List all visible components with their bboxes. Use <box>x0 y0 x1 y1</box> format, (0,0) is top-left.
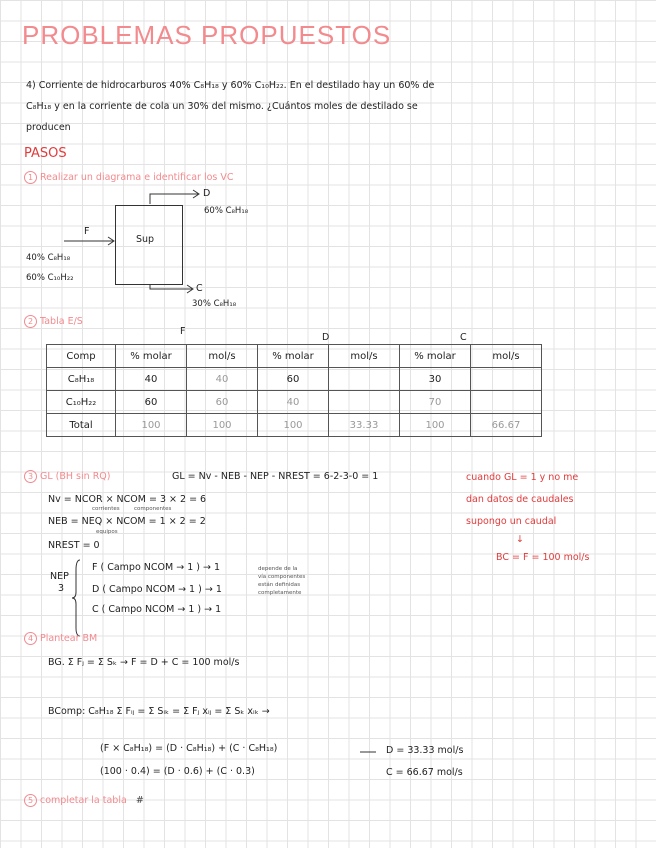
header-cell: mol/s <box>187 345 258 368</box>
side-note-2: dan datos de caudales <box>466 494 574 505</box>
table-cell: 60 <box>116 391 187 414</box>
table-cell: 60 <box>187 391 258 414</box>
header-cell: Comp <box>47 345 116 368</box>
table-cell: 100 <box>187 414 258 437</box>
stream-D-label: D <box>203 188 211 199</box>
nep-note-4: completamente <box>258 590 302 596</box>
gl-formula: GL = Nv - NEB - NEP - NREST = 6-2-3-0 = 1 <box>172 471 379 482</box>
table-group-D: D <box>322 332 330 343</box>
table-cell: 100 <box>116 414 187 437</box>
nep-value: 3 <box>58 583 65 594</box>
nep-note-2: vía componentes <box>258 574 306 580</box>
result-C: C = 66.67 mol/s <box>386 767 463 778</box>
equipment-label: Sup <box>136 234 155 245</box>
table-cell: 66.67 <box>471 414 542 437</box>
nep-note-3: están definidas <box>258 582 301 588</box>
table-group-F: F <box>180 326 186 337</box>
nep-line-F: F ( Campo NCOM → 1 ) → 1 <box>92 562 221 573</box>
table-cell: C₈H₁₈ <box>47 368 116 391</box>
step-1-label: Realizar un diagrama e identificar los VC <box>40 172 234 183</box>
table-cell: 100 <box>258 414 329 437</box>
step-1-number: 1 <box>24 171 37 184</box>
problem-line-2: C₈H₁₈ y en la corriente de cola un 30% del mismo. ¿Cuántos moles de destilado se <box>26 101 418 112</box>
step-3-label: GL (BH sin RQ) <box>40 471 111 482</box>
table-cell: 30 <box>400 368 471 391</box>
step-2-number: 2 <box>24 315 37 328</box>
problem-line-3: producen <box>26 122 71 133</box>
nv-formula: Nv = NCOR × NCOM = 3 × 2 = 6 <box>48 494 207 505</box>
table-cell: 40 <box>258 391 329 414</box>
bcomp-equation: BComp: C₈H₁₈ Σ Fᵢⱼ = Σ Sᵢₖ = Σ Fⱼ xᵢⱼ = Σ Sₖ xᵢₖ → <box>48 706 270 717</box>
problem-line-1: 4) Corriente de hidrocarburos 40% C₈H₁₈ y 60% C₁₀H₂₂. En el destilado hay un 60% de <box>26 80 435 91</box>
nep-note-1: depende de la <box>258 566 298 572</box>
stream-C-label: C <box>196 283 203 294</box>
bg-equation: BG. Σ Fⱼ = Σ Sₖ → F = D + C = 100 mol/s <box>48 657 240 668</box>
table-cell: C₁₀H₂₂ <box>47 391 116 414</box>
header-cell: % molar <box>258 345 329 368</box>
neb-formula: NEB = NEQ × NCOM = 1 × 2 = 2 <box>48 516 206 527</box>
header-cell: mol/s <box>329 345 400 368</box>
nep-line-D: D ( Campo NCOM → 1 ) → 1 <box>92 584 222 595</box>
page-title: PROBLEMAS PROPUESTOS <box>22 20 392 50</box>
nv-note-1: corrientes <box>92 506 120 512</box>
neb-note: equipos <box>96 529 118 535</box>
table-cell: 40 <box>116 368 187 391</box>
step-2-heading <box>24 315 83 328</box>
nep-line-C: C ( Campo NCOM → 1 ) → 1 <box>92 604 222 615</box>
table-group-C: C <box>460 332 467 343</box>
step-5-heading <box>24 794 144 807</box>
side-note-3: supongo un caudal <box>466 516 557 527</box>
table-cell <box>329 368 400 391</box>
balance-eq-2: (100 · 0.4) = (D · 0.6) + (C · 0.3) <box>100 766 255 777</box>
side-note-1: cuando GL = 1 y no me <box>466 472 579 483</box>
nv-note-2: componentes <box>134 506 172 512</box>
step-3-number: 3 <box>24 470 37 483</box>
table-cell: 100 <box>400 414 471 437</box>
stream-F-label: F <box>84 226 90 237</box>
step-4-label: Plantear BM <box>40 633 98 644</box>
side-note-arrow: ↓ <box>516 534 524 545</box>
nep-label: NEP <box>50 571 69 582</box>
header-cell: % molar <box>116 345 187 368</box>
step-5-label: completar la tabla <box>40 795 127 806</box>
table-cell: 40 <box>187 368 258 391</box>
step-4-heading <box>24 632 97 645</box>
table-cell: 33.33 <box>329 414 400 437</box>
step-4-number: 4 <box>24 632 37 645</box>
table-header-row <box>47 345 542 368</box>
step-5-number: 5 <box>24 794 37 807</box>
table-cell: 60 <box>258 368 329 391</box>
pasos-heading: PASOS <box>24 146 67 161</box>
F-composition-2: 60% C₁₀H₂₂ <box>26 273 74 283</box>
table-cell <box>329 391 400 414</box>
result-D: D = 33.33 mol/s <box>386 745 464 756</box>
F-composition-1: 40% C₈H₁₈ <box>26 253 71 263</box>
table-row <box>47 391 542 414</box>
side-note-bc: BC = F = 100 mol/s <box>496 552 590 563</box>
balance-eq-1: (F × C₈H₁₈) = (D · C₈H₁₈) + (C · C₈H₁₈) <box>100 743 278 754</box>
D-composition: 60% C₈H₁₈ <box>204 206 249 216</box>
table-row <box>47 414 542 437</box>
table-row <box>47 368 542 391</box>
header-cell: % molar <box>400 345 471 368</box>
step-5-mark: # <box>135 795 144 806</box>
step-3-heading <box>24 470 110 483</box>
table-cell <box>471 368 542 391</box>
step-2-label: Tabla E/S <box>40 316 83 327</box>
header-cell: mol/s <box>471 345 542 368</box>
es-table <box>46 344 542 437</box>
table-cell <box>471 391 542 414</box>
C-composition: 30% C₈H₁₈ <box>192 299 237 309</box>
nrest-formula: NREST = 0 <box>48 540 100 551</box>
table-cell: 70 <box>400 391 471 414</box>
table-cell: Total <box>47 414 116 437</box>
